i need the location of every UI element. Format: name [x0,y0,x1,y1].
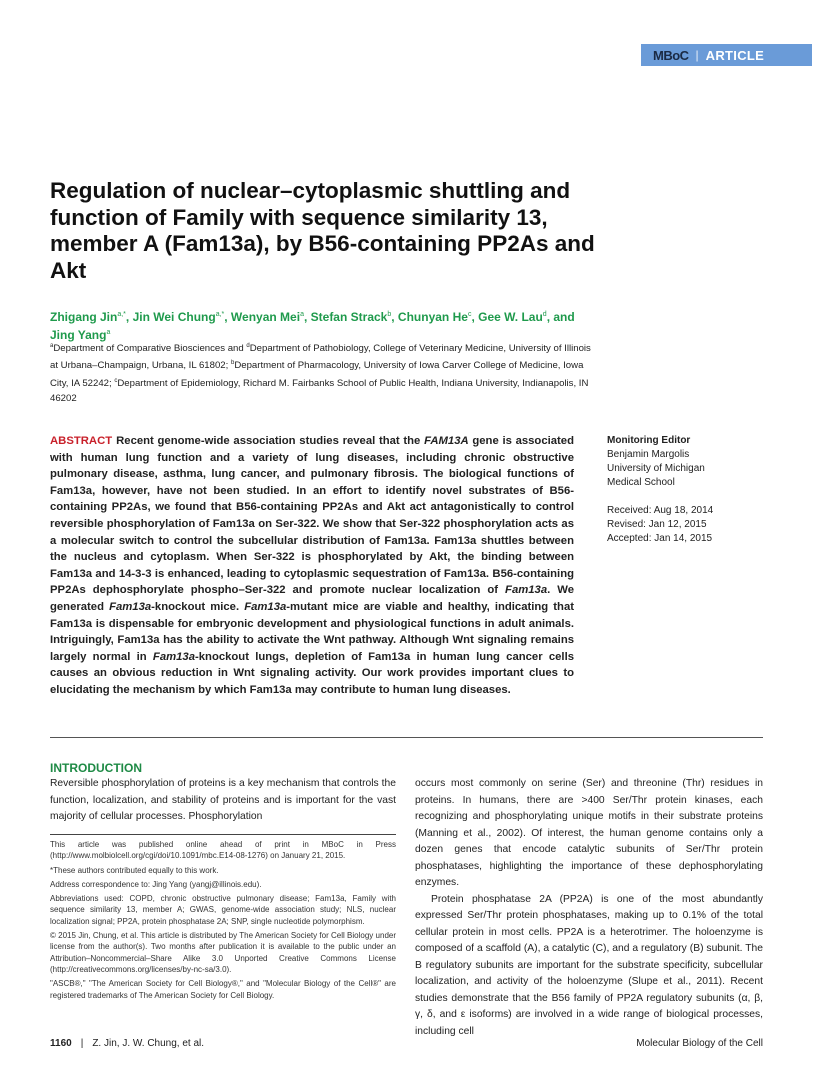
footnote-divider [50,834,396,835]
footnote-copyright: © 2015 Jin, Chung, et al. This article is distributed by The American Society for Cell Biology under license from the author(s). Two months after publication it is available to the public under an Attribution–Noncommercial–Share Alike 3.0 Unported Creative Commons License (http://creativecommons.org/licenses/by-nc-sa/3.0). [50,931,396,974]
footnotes [50,839,396,1004]
footnote-trademarks: "ASCB®," "The American Society for Cell Biology®," and "Molecular Biology of the Cell®" are registered trademarks of The American Society for Cell Biology. [50,979,396,1000]
journal-name-footer: Molecular Biology of the Cell [636,1038,763,1049]
author-sup: a,* [117,311,126,318]
footnote-equal-contribution: *These authors contributed equally to this work. [50,865,219,875]
gene-name: Fam13a [109,600,152,613]
affil-sup: d [246,343,250,349]
author-name: Zhigang Jin [50,310,118,324]
badge-separator: | [695,48,699,62]
author-sup: c [467,311,472,318]
page-footer-left [50,1038,204,1049]
author-name: Stefan Strack [310,310,388,324]
abstract-label: ABSTRACT [50,435,113,447]
author-sup: a,* [215,311,225,318]
author-name: Gee W. Lau [478,310,543,324]
author-name: Chunyan He [397,310,468,324]
running-authors: Z. Jin, J. W. Chung, et al. [92,1038,205,1049]
abstract-text: Recent genome-wide association studies reveal that the [116,435,425,447]
affiliation: Department of Pharmacology, University of Iowa Carver College of Medicine, Iowa City, IA 52242; [50,360,584,389]
author-sup: a [106,329,111,336]
author-name: Jin Wei Chung [132,310,216,324]
author-sup: b [387,311,392,318]
affil-sup: b [230,360,235,367]
affil-sup: c [114,377,118,384]
monitoring-editor-label: Monitoring Editor [607,435,691,446]
journal-article-badge [641,44,812,66]
abstract-text: -knockout lungs, depletion of Fam13a in human lung cancer cells causes an obvious reduction in Wnt signaling activity. Our work provides important clues to elucidating the mechanism by which Fam13a may contribute to human lung diseases. [50,650,574,696]
gene-name: FAM13A [424,435,469,447]
author-conj: and [553,310,575,324]
left-column [50,761,396,826]
revised-date: Revised: Jan 12, 2015 [607,519,707,530]
editor-institution: University of Michigan [607,463,705,474]
author-name: Jing Yang [50,328,107,342]
author-sup: a [300,311,304,318]
abstract-text: gene is associated with human lung function and a variety of lung diseases, including chronic obstructive pulmonary disease, asthma, lung cancer, and pulmonary fibrosis. The biological functions of Fam13a, however, have not been studied. In an effort to identify novel substrates of B56-containing PP2As, we found that B56-containing PP2As and Akt act antagonistically to control reversible phosphorylation of Fam13a on Ser-322. We show that Ser-322 phosphorylation acts as a molecular switch to control the subcellular distribution of Fam13a. Fam13a shuttles between the nucleus and cytoplasm. When Ser-322 is phosphorylated by Akt, the binding between Fam13a and 14-3-3 is enhanced, leading to cytoplasmic sequestration of Fam13a. B56-containing PP2As dephosphorylate phospho–Ser-322 and promote nuclear localization of [50,435,574,597]
journal-abbrev: MBoC [653,47,689,63]
accepted-date: Accepted: Jan 14, 2015 [607,533,713,544]
footnote-abbreviations: Abbreviations used: COPD, chronic obstructive pulmonary disease; Fam13a, Family with sequence similarity 13, member A; GWAS, genome-wide association study; NLS, nuclear localization signal; PP2A, protein phosphatase 2A; SNP, single nucleotide polymorphism. [50,894,396,926]
editor-institution: Medical School [607,477,675,488]
abstract-text: . We generated [50,584,574,613]
gene-name: Fam13a [152,650,195,663]
right-column [415,776,763,1040]
gene-name: Fam13a [505,584,548,597]
dates-block [607,504,777,546]
received-date: Received: Aug 18, 2014 [607,505,714,516]
author-sup: d [542,311,547,318]
page-number: 1160 [50,1038,72,1049]
footnote-correspondence: Address correspondence to: Jing Yang (yangj@illinois.edu). [50,879,262,889]
introduction-heading: INTRODUCTION [50,761,142,775]
abstract [50,433,574,699]
article-type: ARTICLE [705,47,765,63]
intro-paragraph: occurs most commonly on serine (Ser) and threonine (Thr) residues in proteins. In humans, there are >400 Ser/Thr protein kinases, each recognizing and phosphorylating unique motifs in their substrate proteins (Manning et al., 2002). Of interest, the human genome contains only a dozen genes that encode catalytic subunits of Ser/Thr protein phosphatases, highlighting the importance of these dephosphorylating enzymes. [415,778,763,888]
gene-name: Fam13a [244,600,287,613]
intro-paragraph: Protein phosphatase 2A (PP2A) is one of the most abundantly expressed Ser/Thr protein phosphatases, making up to 0.1% of the total cellular protein in most cells. PP2A is a heterotrimer. The holoenzyme is composed of a scaffold (A), a catalytic (C), and a regulatory (B) subunit. The B regulatory subunits are important for the substrate specificity, subcellular localization, and activity of the holoenzyme (Slupe et al., 2011). Recent studies demonstrate that the B56 family of PP2A regulatory subunits (α, β, γ, δ, and ε isoforms) are involved in a wide range of biological processes, including cell [415,893,763,1037]
footnote-published: This article was published online ahead of print in MBoC in Press (http://www.molbiolcell.org/cgi/doi/10.1091/mbc.E14-08-1276) on January 21, 2015. [50,840,396,861]
intro-paragraph: Reversible phosphorylation of proteins is a key mechanism that controls the function, localization, and stability of proteins and is important for the vast majority of cellular processes. Phosphorylation [50,778,396,822]
abstract-text: -knockout mice. [151,600,245,613]
editor-name: Benjamin Margolis [607,449,690,460]
author-name: Wenyan Mei [230,310,301,324]
affiliation: Department of Epidemiology, Richard M. Fairbanks School of Public Health, Indiana University, Indianapolis, IN 46202 [50,377,589,405]
section-divider [50,737,763,738]
article-title: Regulation of nuclear–cytoplasmic shuttling and function of Family with sequence similarity 13, member A (Fam13a), by B56-containing PP2As and Akt [50,178,595,283]
abstract-text: -mutant mice are viable and healthy, indicating that Fam13a is dispensable for embryonic development and physiological functions in adult animals. Intriguingly, Fam13a has the ability to activate the Wnt pathway. Although Wnt signaling remains largely normal in [50,600,574,663]
author-list: Zhigang Jin$^{a,*}$, Jin Wei Chung$^{a,*}$, Wenyan Mei$^a$, Stefan Strack$^b$, Chunyan He$^c$, Gee W. Lau$^d$, and Jing Yang$^a$ [50,310,575,342]
affiliation: Department of Pathobiology, College of Veterinary Medicine, University of Illinois at Urbana–Champaign, Urbana, IL 61802; [50,343,591,372]
affiliation: Department of Comparative Biosciences and [53,343,247,355]
affil-sup: a [50,343,54,349]
affiliations [50,339,600,406]
editor-sidebar [607,434,777,546]
footer-separator: | [80,1038,84,1049]
